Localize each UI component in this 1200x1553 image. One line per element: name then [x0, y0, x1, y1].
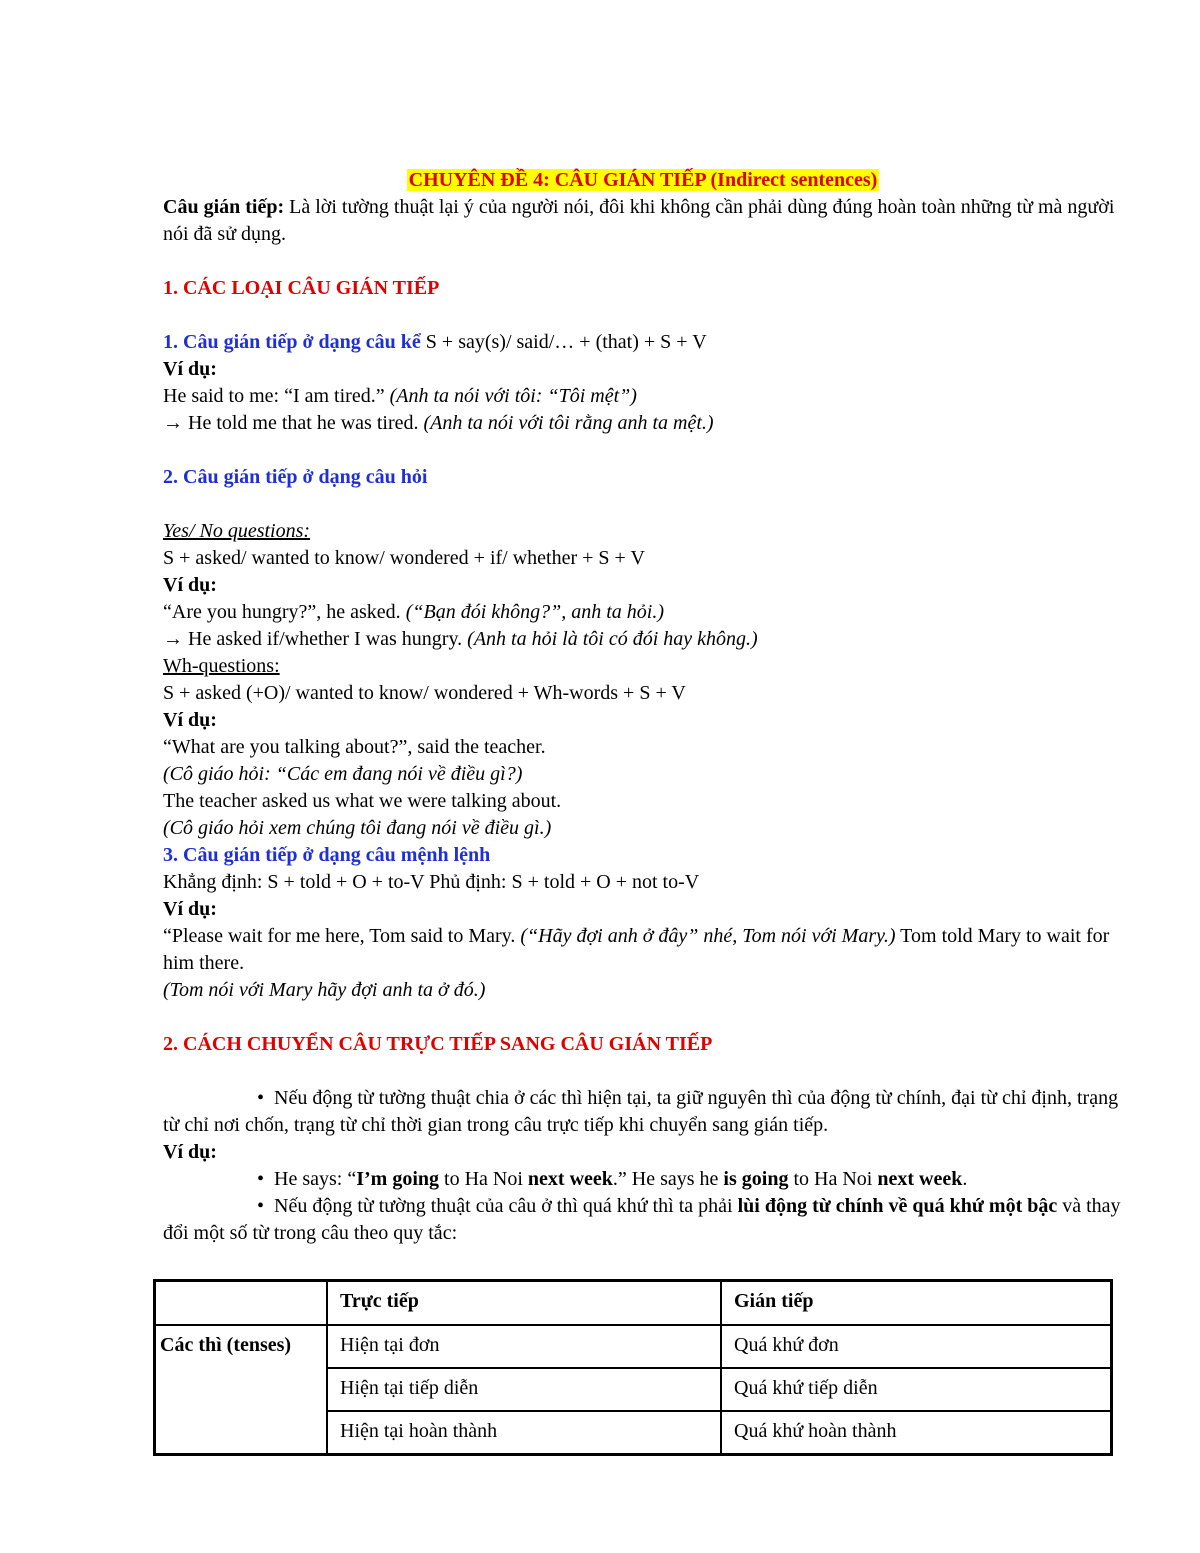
example-text: “What are you talking about?”, said the teacher.	[163, 736, 546, 758]
example-line	[163, 383, 1123, 410]
bullet-text: .” He says he	[612, 1168, 724, 1190]
intro-term: Câu gián tiếp:	[163, 196, 285, 218]
table-header-cell	[155, 1281, 328, 1326]
example-translation: (Cô giáo hỏi: “Các em đang nói về điều gì?)	[163, 763, 523, 785]
example-text: → He asked if/whether I was hungry.	[163, 628, 468, 650]
bullet-emphasis: I’m going	[356, 1168, 440, 1190]
sub1-heading: 1. Câu gián tiếp ở dạng câu kể	[163, 331, 421, 353]
example-translation: (“Hãy đợi anh ở đây” nhé, Tom nói với Mary.)	[520, 925, 896, 947]
bullet-text: và thay đổi một số từ trong câu theo quy tắc:	[163, 1195, 1121, 1244]
example-text: “Please wait for me here, Tom said to Mary.	[163, 925, 521, 947]
example-translation: (Tom nói với Mary hãy đợi anh ta ở đó.)	[163, 979, 486, 1001]
section2-heading: 2. CÁCH CHUYỂN CÂU TRỰC TIẾP SANG CÂU GIÁN TIẾP	[163, 1033, 713, 1055]
example-line	[163, 599, 1123, 626]
example-translation: (Anh ta nói với tôi rằng anh ta mệt.)	[423, 412, 714, 434]
table-header-row	[155, 1281, 1112, 1326]
bullet-text: Nếu động từ tường thuật chia ở các thì hiện tại, ta giữ nguyên thì của động từ chính, đại từ chỉ định, trạng từ chỉ nơi chốn, trạng từ chỉ thời gian trong câu trực tiếp khi chuyển sang gián tiếp.	[163, 1087, 1119, 1136]
bullet-icon: •	[257, 1168, 265, 1190]
bullet-icon: •	[257, 1087, 265, 1109]
bullet-item	[163, 1193, 1123, 1247]
table-cell: Hiện tại đơn	[327, 1325, 721, 1368]
section1-heading: 1. CÁC LOẠI CÂU GIÁN TIẾP	[163, 277, 440, 299]
example-line	[163, 410, 1123, 437]
example-label: Ví dụ:	[163, 358, 217, 380]
table-cell: Hiện tại tiếp diễn	[327, 1368, 721, 1411]
bullet-icon: •	[257, 1195, 265, 1217]
intro-paragraph	[163, 194, 1123, 248]
example-label: Ví dụ:	[163, 1141, 217, 1163]
example-translation: (Cô giáo hỏi xem chúng tôi đang nói về điều gì.)	[163, 817, 552, 839]
yesno-formula: S + asked/ wanted to know/ wondered + if/ whether + S + V	[163, 547, 645, 569]
example-line	[163, 923, 1123, 977]
table-row-label: Các thì (tenses)	[155, 1325, 328, 1455]
sub1-formula: S + say(s)/ said/… + (that) + S + V	[420, 331, 707, 353]
example-text: “Are you hungry?”, he asked.	[163, 601, 406, 623]
sub2-heading: 2. Câu gián tiếp ở dạng câu hỏi	[163, 466, 428, 488]
bullet-text: He says: “	[274, 1168, 357, 1190]
table-cell: Quá khứ hoàn thành	[721, 1411, 1112, 1455]
table-header-cell: Gián tiếp	[721, 1281, 1112, 1326]
bullet-text: to Ha Noi	[439, 1168, 528, 1190]
bullet-emphasis: next week	[877, 1168, 963, 1190]
example-translation: (Anh ta nói với tôi: “Tôi mệt”)	[389, 385, 637, 407]
table-row	[155, 1325, 1112, 1368]
wh-label: Wh-questions:	[163, 655, 280, 677]
example-text: Tom told Mary to wait for him there.	[163, 925, 1110, 974]
bullet-emphasis: next week	[527, 1168, 613, 1190]
document-page	[163, 167, 1123, 1247]
bullet-text: .	[962, 1168, 968, 1190]
example-text: He said to me: “I am tired.”	[163, 385, 390, 407]
yesno-label: Yes/ No questions:	[163, 520, 311, 542]
example-label: Ví dụ:	[163, 709, 217, 731]
bullet-text: to Ha Noi	[788, 1168, 878, 1190]
sub3-heading: 3. Câu gián tiếp ở dạng câu mệnh lệnh	[163, 844, 491, 866]
example-text: → He told me that he was tired.	[163, 412, 424, 434]
wh-formula: S + asked (+O)/ wanted to know/ wondered + Wh-words + S + V	[163, 682, 686, 704]
example-translation: (Anh ta hỏi là tôi có đói hay không.)	[467, 628, 758, 650]
example-line	[163, 626, 1123, 653]
bullet-emphasis: lùi động từ chính về quá khứ một bậc	[737, 1195, 1058, 1217]
example-label: Ví dụ:	[163, 898, 217, 920]
example-label: Ví dụ:	[163, 574, 217, 596]
table-cell: Hiện tại hoàn thành	[327, 1411, 721, 1455]
intro-definition: Là lời tường thuật lại ý của người nói, đôi khi không cần phải dùng đúng hoàn toàn những từ mà người nói đã sử dụng.	[163, 196, 1115, 245]
table-cell: Quá khứ tiếp diễn	[721, 1368, 1112, 1411]
table-cell: Quá khứ đơn	[721, 1325, 1112, 1368]
sub1-heading-line	[163, 329, 1123, 356]
sub3-formula: Khẳng định: S + told + O + to-V Phủ định: S + told + O + not to-V	[163, 871, 700, 893]
tense-table	[153, 1279, 1113, 1456]
bullet-item	[163, 1085, 1123, 1139]
bullet-emphasis: is going	[723, 1168, 789, 1190]
example-text: The teacher asked us what we were talking about.	[163, 790, 562, 812]
bullet-text: Nếu động từ tường thuật của câu ở thì quá khứ thì ta phải	[274, 1195, 738, 1217]
document-title: CHUYÊN ĐỀ 4: CÂU GIÁN TIẾP (Indirect sentences)	[408, 169, 878, 191]
bullet-item	[163, 1166, 1123, 1193]
table-header-cell: Trực tiếp	[327, 1281, 721, 1326]
example-translation: (“Bạn đói không?”, anh ta hỏi.)	[405, 601, 665, 623]
